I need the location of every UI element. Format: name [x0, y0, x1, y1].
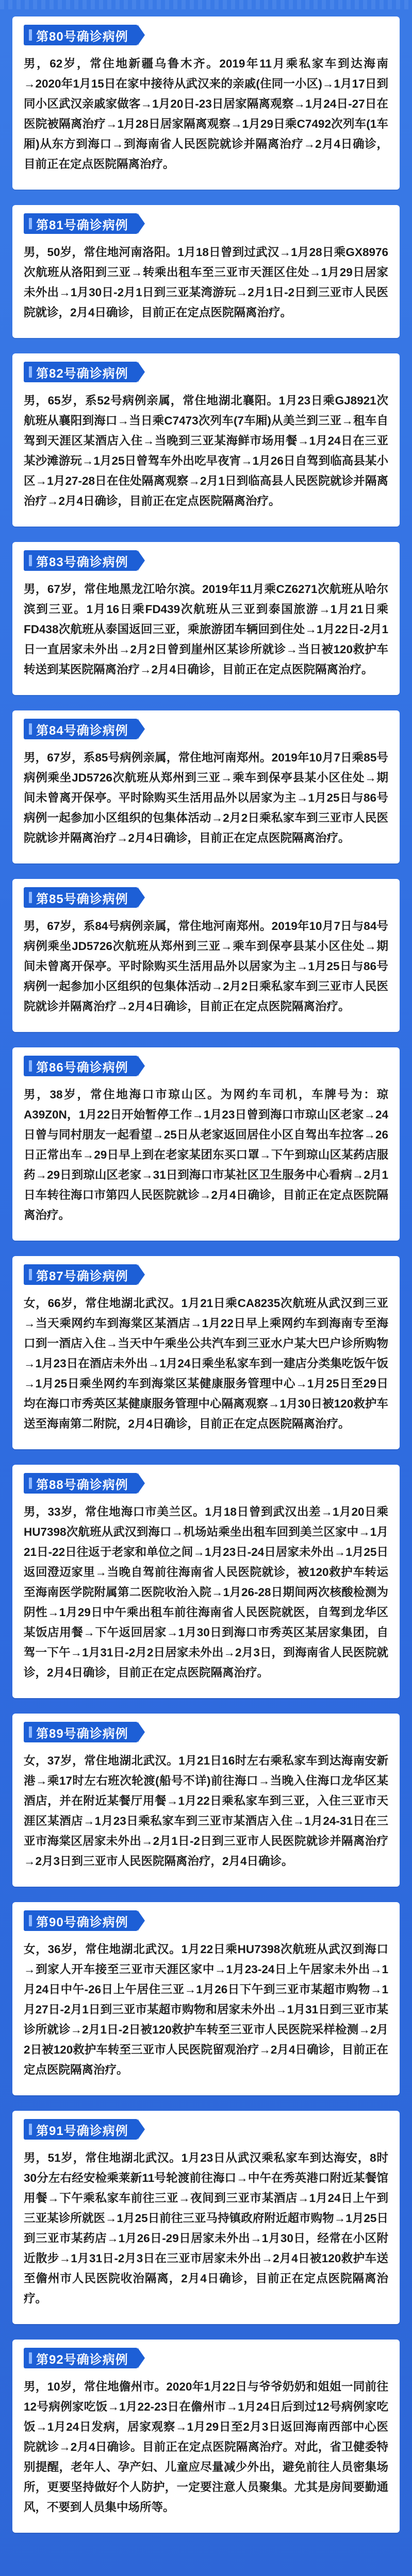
case-title: 第81号确诊病例 — [24, 213, 138, 234]
case-description: 男，10岁，常住地儋州市。2020年1月22日与爷爷奶奶和姐姐一同前往12号病例家吃饭→1月22-23日在儋州市→1月24日后到过12号病例家吃饭→1月24日发病，居家观察→1月29日至2月3日返回海南西部中心医院就诊→2月4日确诊。目前正在定点医院隔离治疗。对此，省卫健委特别提醒，老年人、孕产妇、儿童应尽量减少外出，避免前往人员密集场所，更要坚持做好个人防护，一定要注意人员聚集。尤其是房间要勤通风，不要到人员集中场所等。 — [24, 2380, 388, 2514]
case-card — [12, 1902, 400, 2095]
case-card — [12, 1714, 400, 1887]
case-card — [12, 353, 400, 527]
case-description: 男，38岁，常住地海口市琼山区。为网约车司机，车牌号为：琼A39Z0N，1月22日开始暂停工作→1月23日曾到海口市琼山区老家→24日曾与同村朋友一起看望→25日从老家返回居住小区自驾出车拉客→26日正常出车→29日早上到在老家某团东买口罩→下午到琼山区某药店服药→29日到琼山区老家→31日到海口市某社区卫生服务中心看病→2月1日车转往海口市第四人民医院就诊→2月4日确诊，目前正在定点医院隔离治疗。 — [24, 1088, 388, 1222]
case-card — [12, 710, 400, 863]
case-card — [12, 16, 400, 190]
case-description: 男，51岁，常住地湖北武汉。1月23日从武汉乘私家车到达海安，8时30分左右经安检乘莱新11号轮渡前往海口→中午在秀英港口附近某餐馆用餐→下午乘私家车前往三亚→夜间到三亚市某酒店→1月24日上午到三亚某诊所就医→1月25日前往三亚马持镇政府附近超市购物→1月25日到三亚市某药店→1月26日-29日居家未外出→1月30日，经常在小区附近散步→1月31日-2月3日在三亚市居家未外出→2月4日被120救护车送至儋州市人民医院收治隔离，2月4日确诊，目前正在定点医院隔离治疗。 — [24, 2151, 388, 2305]
case-description: 男，33岁，常住地海口市美兰区。1月18日曾到武汉出差→1月20日乘HU7398次航班从武汉到海口→机场站乘坐出租车回到美兰区家中→1月21日-22日往返于老家和单位之间→1月23日-24日居家未外出→1月25日返回澄迈家里→当晚自驾前往海南省人民医院就诊，被120救护车转运至海南医学院附属第二医院收治入院→1月26-28日期间两次核酸检测为阴性→1月29日中午乘出租车前往海南省人民医院就医，自驾到龙华区某饭店用餐→下午返回居家→1月30日到海口市秀英区某居家集团，自驾一下午→1月31日-2月2日居家未外出→2月3日，到海南省人民医院就诊，2月4日确诊，目前正在定点医院隔离治疗。 — [24, 1505, 388, 1679]
case-title: 第84号确诊病例 — [24, 719, 138, 739]
case-title: 第86号确诊病例 — [24, 1056, 138, 1076]
case-card — [12, 205, 400, 338]
case-card — [12, 1047, 400, 1241]
case-description: 女，66岁，常住地湖北武汉。1月21日乘CA8235次航班从武汉到三亚→当天乘网约车到海棠区某酒店→1月22日早上乘网约车到海南专至海口到一酒店入住→当天中午乘坐公共汽车到三亚水户某大巴户诊所购物→1月23日在酒店未外出→1月24日乘坐私家车到一建店分类集吃饭午饭→1月25日乘坐网约车到海棠区某健康服务管理中心→1月25日至29日均在海口市秀英区某健康服务管理中心隔离观察→1月30日被120救护车送至海南第二附院，2月4日确诊，目前正在定点医院隔离治疗。 — [24, 1297, 388, 1430]
case-card — [12, 2111, 400, 2324]
case-card — [12, 2340, 400, 2533]
case-title: 第80号确诊病例 — [24, 25, 138, 45]
case-title: 第83号确诊病例 — [24, 550, 138, 571]
case-description: 女，37岁，常住地湖北武汉。1月21日16时左右乘私家车到达海南安新港→乘17时左右班次轮渡(船号不详)前往海口→当晚入住海口龙华区某酒店，并在附近某餐厅用餐→1月22日乘私家车到三亚，入住三亚市天涯区某酒店→1月23日乘私家车到三亚市某酒店入住→1月24-31日在三亚市海棠区居家未外出→2月1日-2日到三亚市人民医院就诊并隔离治疗→2月3日到三亚市人民医院隔离治疗，2月4日确诊。 — [24, 1754, 388, 1868]
case-title: 第88号确诊病例 — [24, 1473, 138, 1494]
case-title: 第85号确诊病例 — [24, 887, 138, 908]
case-description: 男，67岁，系84号病例亲属，常住地河南郑州。2019年10月7日与84号病例乘坐JD5726次航班从郑州到三亚→乘车到保亭县某小区住处→期间未曾离开保亭。平时除购买生活用品外以居家为主→1月25日与86号病例一起参加小区组织的包集体活动→2月2日乘私家车到三亚市人民医院就诊并隔离治疗→2月4日确诊，目前正在定点医院隔离治疗。 — [24, 920, 388, 1013]
case-list — [12, 16, 400, 2548]
case-card — [12, 1256, 400, 1449]
case-description: 男，67岁，系85号病例亲属，常住地河南郑州。2019年10月7日乘85号病例乘坐JD5726次航班从郑州到三亚→乘车到保亭县某小区住处→期间未曾离开保亭。平时除购买生活用品外以居家为主→1月25日与86号病例一起参加小区组织的包集体活动→2月2日乘私家车到三亚市人民医院就诊并隔离治疗→2月4日确诊，目前正在定点医院隔离治疗。 — [24, 751, 388, 844]
case-card — [12, 542, 400, 695]
case-description: 男，50岁，常住地河南洛阳。1月18日曾到过武汉→1月28日乘GX8976次航班从洛阳到三亚→转乘出租车至三亚市天涯区住处→1月29日居家未外出→1月30日-2月1日到三亚某湾游玩→2月1日-2日到三亚市人民医院就诊，2月4日确诊，目前正在定点医院隔离治疗。 — [24, 246, 388, 319]
case-title: 第89号确诊病例 — [24, 1722, 138, 1742]
case-title: 第91号确诊病例 — [24, 2119, 138, 2140]
case-title: 第87号确诊病例 — [24, 1264, 138, 1285]
case-title: 第92号确诊病例 — [24, 2348, 138, 2368]
case-title: 第82号确诊病例 — [24, 362, 138, 382]
case-title: 第90号确诊病例 — [24, 1910, 138, 1931]
case-description: 男，65岁，系52号病例亲属，常住地湖北襄阳。1月23日乘GJ8921次航班从襄阳到海口→当日乘C7473次列车(7车厢)从美兰到三亚→租车自驾到天涯区某酒店入住→当晚到三亚某海鲜市场用餐→1月24日在三亚某沙滩游玩→1月25日曾驾车外出吃早夜宵→1月26日自驾到临高县某小区→1月27-28日在住处隔离观察→2月1日到临高县人民医院就诊并隔离治疗→2月4日确诊，目前正在定点医院隔离治疗。 — [24, 394, 388, 507]
case-card — [12, 879, 400, 1032]
case-description: 男，67岁，常住地黑龙江哈尔滨。2019年11月乘CZ6271次航班从哈尔滨到三亚。1月16日乘FD439次航班从三亚到泰国旅游→1月21日乘FD438次航班从泰国返回三亚，乘旅游团车辆回到住处→1月22日-2月1日一直居家未外出→2月2日曾到崖州区某诊所就诊→当日被120救护车转送到某医院隔离治疗→2月4日确诊，目前正在定点医院隔离治疗。 — [24, 583, 388, 676]
case-description: 女，36岁，常住地湖北武汉。1月22日乘HU7398次航班从武汉到海口→到家人开车接至三亚市天涯区家中→1月23-24日上午居家未外出→1月24日中午-26日上午居住三亚→1月26日下午到三亚市某超市购物→1月27日-2月1日到三亚市某超市购物和居家未外出→1月31日到三亚市某诊所就诊→2月1日-2日被120救护车转至三亚市人民医院采样检测→2月2日被120救护车转至三亚市人民医院留观治疗→2月4日确诊，目前正在定点医院隔离治疗。 — [24, 1943, 388, 2076]
case-card — [12, 1465, 400, 1698]
case-description: 男，62岁，常住地新疆乌鲁木齐。2019年11月乘私家车到达海南→2020年1月15日在家中接待从武汉来的亲戚(住同一小区)→1月17日到同小区武汉亲戚家做客→1月20日-23日居家隔离观察→1月24日-27日在医院被隔离治疗→1月28日居家隔离观察→1月29日乘C7492次列车(1车厢)从东方到海口→到海南省人民医院就诊并隔离治疗→2月4日确诊，目前正在定点医院隔离治疗。 — [24, 57, 388, 171]
